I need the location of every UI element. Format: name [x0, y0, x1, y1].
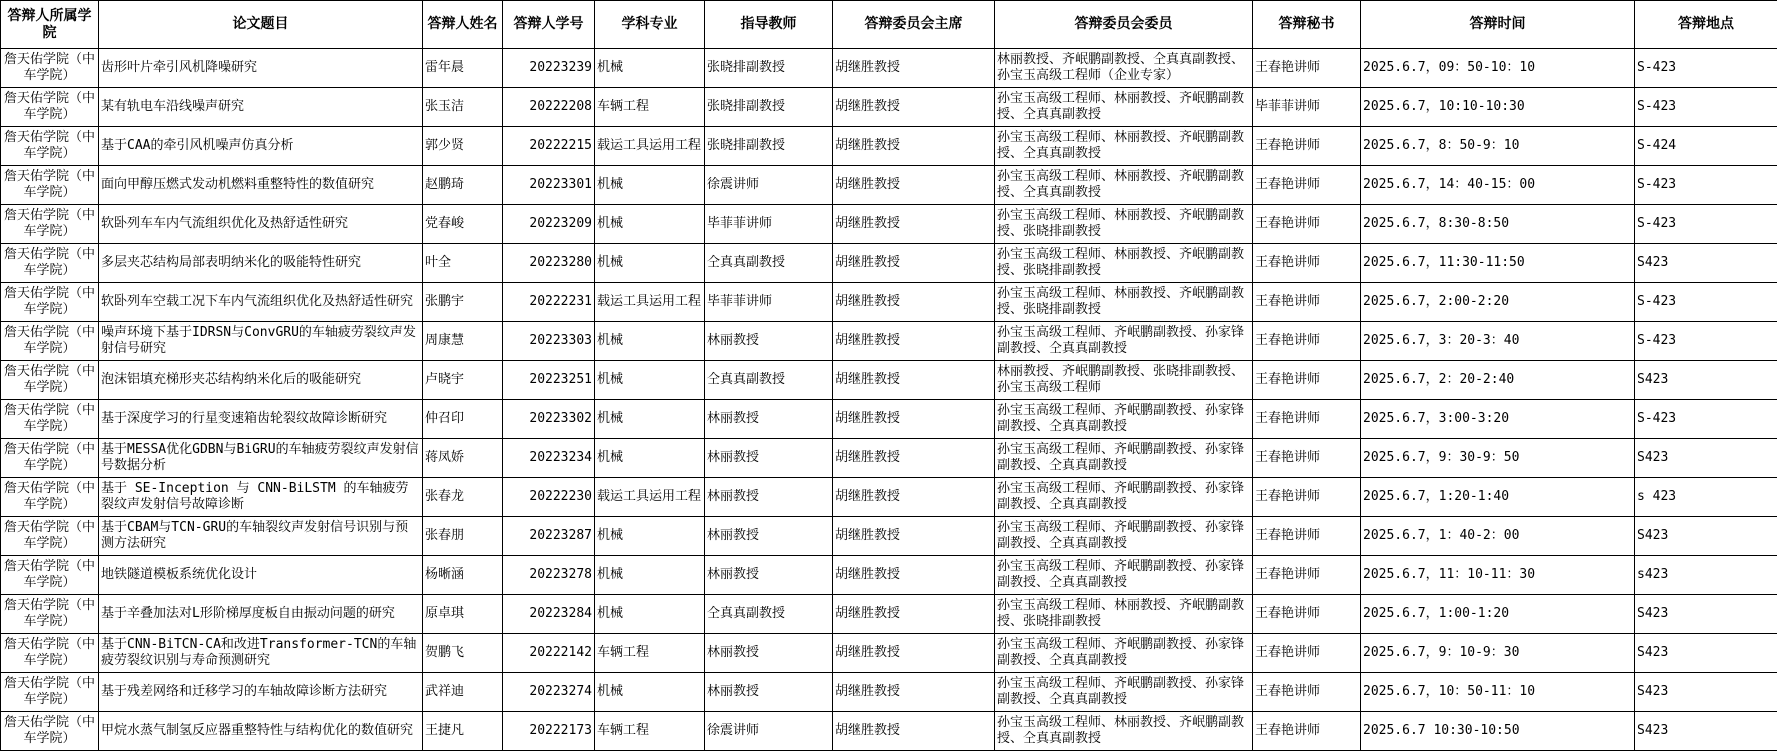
- defense-time-cell[interactable]: 2025.6.7，2：20-2:40: [1361, 361, 1635, 400]
- advisor-cell[interactable]: 林丽教授: [705, 634, 833, 673]
- student-name-cell[interactable]: 雷年晨: [423, 49, 503, 88]
- committee-members-cell[interactable]: 孙宝玉高级工程师、齐岷鹏副教授、孙家锋副教授、仝真真副教授: [995, 478, 1253, 517]
- major-cell[interactable]: 载运工具运用工程: [595, 283, 705, 322]
- chair-cell[interactable]: 胡继胜教授: [833, 712, 995, 751]
- student-id-cell[interactable]: 20223274: [503, 673, 595, 712]
- thesis-title-cell[interactable]: 噪声环境下基于IDRSN与ConvGRU的车轴疲劳裂纹声发射信号研究: [99, 322, 423, 361]
- student-name-cell[interactable]: 张玉洁: [423, 88, 503, 127]
- table-row[interactable]: [1, 673, 1777, 712]
- defense-time-cell[interactable]: 2025.6.7，8：50-9：10: [1361, 127, 1635, 166]
- student-id-cell[interactable]: 20223280: [503, 244, 595, 283]
- college-cell[interactable]: 詹天佑学院（中车学院）: [1, 361, 99, 400]
- column-header[interactable]: 答辩人所属学院: [1, 1, 99, 49]
- advisor-cell[interactable]: 仝真真副教授: [705, 244, 833, 283]
- thesis-title-cell[interactable]: 基于深度学习的行星变速箱齿轮裂纹故障诊断研究: [99, 400, 423, 439]
- thesis-title-cell[interactable]: 基于辛叠加法对L形阶梯厚度板自由振动问题的研究: [99, 595, 423, 634]
- chair-cell[interactable]: 胡继胜教授: [833, 88, 995, 127]
- advisor-cell[interactable]: 张晓排副教授: [705, 88, 833, 127]
- committee-members-cell[interactable]: 孙宝玉高级工程师、齐岷鹏副教授、孙家锋副教授、仝真真副教授: [995, 322, 1253, 361]
- thesis-title-cell[interactable]: 软卧列车车内气流组织优化及热舒适性研究: [99, 205, 423, 244]
- major-cell[interactable]: 机械: [595, 556, 705, 595]
- major-cell[interactable]: 车辆工程: [595, 712, 705, 751]
- student-name-cell[interactable]: 赵鹏琦: [423, 166, 503, 205]
- advisor-cell[interactable]: 仝真真副教授: [705, 595, 833, 634]
- defense-place-cell[interactable]: S-423: [1635, 283, 1777, 322]
- table-row[interactable]: [1, 556, 1777, 595]
- college-cell[interactable]: 詹天佑学院（中车学院）: [1, 439, 99, 478]
- column-header[interactable]: 答辩地点: [1635, 1, 1777, 49]
- advisor-cell[interactable]: 张晓排副教授: [705, 49, 833, 88]
- chair-cell[interactable]: 胡继胜教授: [833, 166, 995, 205]
- table-row[interactable]: [1, 361, 1777, 400]
- advisor-cell[interactable]: 张晓排副教授: [705, 127, 833, 166]
- table-row[interactable]: [1, 127, 1777, 166]
- committee-members-cell[interactable]: 孙宝玉高级工程师、林丽教授、齐岷鹏副教授、仝真真副教授: [995, 712, 1253, 751]
- student-id-cell[interactable]: 20223251: [503, 361, 595, 400]
- college-cell[interactable]: 詹天佑学院（中车学院）: [1, 283, 99, 322]
- committee-members-cell[interactable]: 林丽教授、齐岷鹏副教授、张晓排副教授、孙宝玉高级工程师: [995, 361, 1253, 400]
- table-row[interactable]: [1, 478, 1777, 517]
- student-name-cell[interactable]: 蒋凤娇: [423, 439, 503, 478]
- advisor-cell[interactable]: 仝真真副教授: [705, 361, 833, 400]
- advisor-cell[interactable]: 毕菲菲讲师: [705, 205, 833, 244]
- chair-cell[interactable]: 胡继胜教授: [833, 556, 995, 595]
- student-id-cell[interactable]: 20222142: [503, 634, 595, 673]
- secretary-cell[interactable]: 王春艳讲师: [1253, 712, 1361, 751]
- college-cell[interactable]: 詹天佑学院（中车学院）: [1, 127, 99, 166]
- major-cell[interactable]: 机械: [595, 517, 705, 556]
- advisor-cell[interactable]: 林丽教授: [705, 478, 833, 517]
- defense-time-cell[interactable]: 2025.6.7，10:10-10:30: [1361, 88, 1635, 127]
- student-name-cell[interactable]: 卢晓宇: [423, 361, 503, 400]
- committee-members-cell[interactable]: 孙宝玉高级工程师、林丽教授、齐岷鹏副教授、张晓排副教授: [995, 595, 1253, 634]
- student-id-cell[interactable]: 20223284: [503, 595, 595, 634]
- table-row[interactable]: [1, 322, 1777, 361]
- student-name-cell[interactable]: 杨晰涵: [423, 556, 503, 595]
- chair-cell[interactable]: 胡继胜教授: [833, 361, 995, 400]
- major-cell[interactable]: 机械: [595, 400, 705, 439]
- defense-place-cell[interactable]: s 423: [1635, 478, 1777, 517]
- defense-place-cell[interactable]: S-423: [1635, 400, 1777, 439]
- table-row[interactable]: [1, 712, 1777, 751]
- major-cell[interactable]: 机械: [595, 322, 705, 361]
- college-cell[interactable]: 詹天佑学院（中车学院）: [1, 244, 99, 283]
- table-row[interactable]: [1, 517, 1777, 556]
- defense-time-cell[interactable]: 2025.6.7，14：40-15：00: [1361, 166, 1635, 205]
- header-row: [1, 1, 1777, 49]
- chair-cell[interactable]: 胡继胜教授: [833, 595, 995, 634]
- major-cell[interactable]: 机械: [595, 361, 705, 400]
- defense-place-cell[interactable]: s423: [1635, 556, 1777, 595]
- defense-time-cell[interactable]: 2025.6.7，1:20-1:40: [1361, 478, 1635, 517]
- student-name-cell[interactable]: 党春峻: [423, 205, 503, 244]
- secretary-cell[interactable]: 王春艳讲师: [1253, 595, 1361, 634]
- committee-members-cell[interactable]: 孙宝玉高级工程师、林丽教授、齐岷鹏副教授、仝真真副教授: [995, 166, 1253, 205]
- column-header[interactable]: 答辩人学号: [503, 1, 595, 49]
- table-row[interactable]: [1, 283, 1777, 322]
- thesis-title-cell[interactable]: 基于MESSA优化GDBN与BiGRU的车轴疲劳裂纹声发射信号数据分析: [99, 439, 423, 478]
- defense-place-cell[interactable]: S423: [1635, 517, 1777, 556]
- table-row[interactable]: [1, 205, 1777, 244]
- major-cell[interactable]: 载运工具运用工程: [595, 478, 705, 517]
- student-name-cell[interactable]: 叶全: [423, 244, 503, 283]
- advisor-cell[interactable]: 林丽教授: [705, 322, 833, 361]
- college-cell[interactable]: 詹天佑学院（中车学院）: [1, 88, 99, 127]
- college-cell[interactable]: 詹天佑学院（中车学院）: [1, 712, 99, 751]
- thesis-title-cell[interactable]: 齿形叶片牵引风机降噪研究: [99, 49, 423, 88]
- chair-cell[interactable]: 胡继胜教授: [833, 49, 995, 88]
- thesis-title-cell[interactable]: 基于残差网络和迁移学习的车轴故障诊断方法研究: [99, 673, 423, 712]
- college-cell[interactable]: 詹天佑学院（中车学院）: [1, 205, 99, 244]
- chair-cell[interactable]: 胡继胜教授: [833, 244, 995, 283]
- major-cell[interactable]: 载运工具运用工程: [595, 127, 705, 166]
- defense-time-cell[interactable]: 2025.6.7 10:30-10:50: [1361, 712, 1635, 751]
- secretary-cell[interactable]: 王春艳讲师: [1253, 634, 1361, 673]
- secretary-cell[interactable]: 王春艳讲师: [1253, 556, 1361, 595]
- committee-members-cell[interactable]: 孙宝玉高级工程师、林丽教授、齐岷鹏副教授、张晓排副教授: [995, 283, 1253, 322]
- secretary-cell[interactable]: 王春艳讲师: [1253, 478, 1361, 517]
- advisor-cell[interactable]: 林丽教授: [705, 556, 833, 595]
- column-header[interactable]: 答辩人姓名: [423, 1, 503, 49]
- defense-place-cell[interactable]: S-423: [1635, 205, 1777, 244]
- major-cell[interactable]: 机械: [595, 205, 705, 244]
- defense-time-cell[interactable]: 2025.6.7，8:30-8:50: [1361, 205, 1635, 244]
- column-header[interactable]: 答辩秘书: [1253, 1, 1361, 49]
- secretary-cell[interactable]: 王春艳讲师: [1253, 205, 1361, 244]
- thesis-title-cell[interactable]: 基于CNN-BiTCN-CA和改进Transformer-TCN的车轴疲劳裂纹识别与寿命预测研究: [99, 634, 423, 673]
- student-name-cell[interactable]: 贺鹏飞: [423, 634, 503, 673]
- column-header[interactable]: 答辩时间: [1361, 1, 1635, 49]
- table-row[interactable]: [1, 439, 1777, 478]
- thesis-title-cell[interactable]: 基于 SE-Inception 与 CNN-BiLSTM 的车轴疲劳裂纹声发射信号故障诊断: [99, 478, 423, 517]
- thesis-title-cell[interactable]: 泡沫铝填充梯形夹芯结构纳米化后的吸能研究: [99, 361, 423, 400]
- student-id-cell[interactable]: 20222230: [503, 478, 595, 517]
- defense-time-cell[interactable]: 2025.6.7，2:00-2:20: [1361, 283, 1635, 322]
- student-id-cell[interactable]: 20222173: [503, 712, 595, 751]
- major-cell[interactable]: 车辆工程: [595, 634, 705, 673]
- defense-place-cell[interactable]: S-423: [1635, 49, 1777, 88]
- student-id-cell[interactable]: 20223278: [503, 556, 595, 595]
- secretary-cell[interactable]: 王春艳讲师: [1253, 244, 1361, 283]
- committee-members-cell[interactable]: 孙宝玉高级工程师、齐岷鹏副教授、孙家锋副教授、仝真真副教授: [995, 556, 1253, 595]
- thesis-title-cell[interactable]: 甲烷水蒸气制氢反应器重整特性与结构优化的数值研究: [99, 712, 423, 751]
- defense-place-cell[interactable]: S-424: [1635, 127, 1777, 166]
- student-name-cell[interactable]: 原卓琪: [423, 595, 503, 634]
- chair-cell[interactable]: 胡继胜教授: [833, 205, 995, 244]
- chair-cell[interactable]: 胡继胜教授: [833, 439, 995, 478]
- column-header[interactable]: 答辩委员会主席: [833, 1, 995, 49]
- defense-place-cell[interactable]: S423: [1635, 712, 1777, 751]
- secretary-cell[interactable]: 王春艳讲师: [1253, 127, 1361, 166]
- student-id-cell[interactable]: 20222215: [503, 127, 595, 166]
- defense-place-cell[interactable]: S-423: [1635, 88, 1777, 127]
- table-row[interactable]: [1, 595, 1777, 634]
- defense-time-cell[interactable]: 2025.6.7，3：20-3：40: [1361, 322, 1635, 361]
- chair-cell[interactable]: 胡继胜教授: [833, 634, 995, 673]
- chair-cell[interactable]: 胡继胜教授: [833, 127, 995, 166]
- committee-members-cell[interactable]: 孙宝玉高级工程师、齐岷鹏副教授、孙家锋副教授、仝真真副教授: [995, 400, 1253, 439]
- defense-time-cell[interactable]: 2025.6.7，10：50-11：10: [1361, 673, 1635, 712]
- college-cell[interactable]: 詹天佑学院（中车学院）: [1, 517, 99, 556]
- college-cell[interactable]: 詹天佑学院（中车学院）: [1, 49, 99, 88]
- secretary-cell[interactable]: 王春艳讲师: [1253, 673, 1361, 712]
- table-row[interactable]: [1, 49, 1777, 88]
- advisor-cell[interactable]: 徐震讲师: [705, 712, 833, 751]
- secretary-cell[interactable]: 王春艳讲师: [1253, 400, 1361, 439]
- defense-time-cell[interactable]: 2025.6.7，1：40-2：00: [1361, 517, 1635, 556]
- secretary-cell[interactable]: 王春艳讲师: [1253, 283, 1361, 322]
- student-id-cell[interactable]: 20223287: [503, 517, 595, 556]
- student-id-cell[interactable]: 20222208: [503, 88, 595, 127]
- chair-cell[interactable]: 胡继胜教授: [833, 673, 995, 712]
- table-row[interactable]: [1, 244, 1777, 283]
- thesis-title-cell[interactable]: 基于CAA的牵引风机噪声仿真分析: [99, 127, 423, 166]
- major-cell[interactable]: 机械: [595, 595, 705, 634]
- student-id-cell[interactable]: 20223302: [503, 400, 595, 439]
- advisor-cell[interactable]: 徐震讲师: [705, 166, 833, 205]
- student-name-cell[interactable]: 王捷凡: [423, 712, 503, 751]
- table-row[interactable]: [1, 634, 1777, 673]
- secretary-cell[interactable]: 王春艳讲师: [1253, 517, 1361, 556]
- college-cell[interactable]: 詹天佑学院（中车学院）: [1, 634, 99, 673]
- chair-cell[interactable]: 胡继胜教授: [833, 400, 995, 439]
- defense-place-cell[interactable]: S423: [1635, 244, 1777, 283]
- table-row[interactable]: [1, 88, 1777, 127]
- student-id-cell[interactable]: 20223301: [503, 166, 595, 205]
- committee-members-cell[interactable]: 林丽教授、齐岷鹏副教授、仝真真副教授、孙宝玉高级工程师（企业专家）: [995, 49, 1253, 88]
- thesis-title-cell[interactable]: 基于CBAM与TCN-GRU的车轴裂纹声发射信号识别与预测方法研究: [99, 517, 423, 556]
- major-cell[interactable]: 机械: [595, 244, 705, 283]
- defense-place-cell[interactable]: S423: [1635, 673, 1777, 712]
- chair-cell[interactable]: 胡继胜教授: [833, 283, 995, 322]
- table-body: [1, 49, 1777, 751]
- student-name-cell[interactable]: 仲召印: [423, 400, 503, 439]
- student-name-cell[interactable]: 周康慧: [423, 322, 503, 361]
- defense-place-cell[interactable]: S423: [1635, 439, 1777, 478]
- college-cell[interactable]: 詹天佑学院（中车学院）: [1, 595, 99, 634]
- defense-place-cell[interactable]: S423: [1635, 634, 1777, 673]
- secretary-cell[interactable]: 毕菲菲讲师: [1253, 88, 1361, 127]
- chair-cell[interactable]: 胡继胜教授: [833, 517, 995, 556]
- secretary-cell[interactable]: 王春艳讲师: [1253, 322, 1361, 361]
- committee-members-cell[interactable]: 孙宝玉高级工程师、林丽教授、齐岷鹏副教授、仝真真副教授: [995, 88, 1253, 127]
- college-cell[interactable]: 詹天佑学院（中车学院）: [1, 166, 99, 205]
- advisor-cell[interactable]: 毕菲菲讲师: [705, 283, 833, 322]
- defense-time-cell[interactable]: 2025.6.7，09：50-10：10: [1361, 49, 1635, 88]
- major-cell[interactable]: 机械: [595, 166, 705, 205]
- committee-members-cell[interactable]: 孙宝玉高级工程师、齐岷鹏副教授、孙家锋副教授、仝真真副教授: [995, 439, 1253, 478]
- major-cell[interactable]: 机械: [595, 673, 705, 712]
- defense-time-cell[interactable]: 2025.6.7，3:00-3:20: [1361, 400, 1635, 439]
- defense-place-cell[interactable]: S-423: [1635, 322, 1777, 361]
- defense-place-cell[interactable]: S423: [1635, 595, 1777, 634]
- student-name-cell[interactable]: 武祥迪: [423, 673, 503, 712]
- student-id-cell[interactable]: 20222231: [503, 283, 595, 322]
- committee-members-cell[interactable]: 孙宝玉高级工程师、齐岷鹏副教授、孙家锋副教授、仝真真副教授: [995, 517, 1253, 556]
- advisor-cell[interactable]: 林丽教授: [705, 673, 833, 712]
- student-id-cell[interactable]: 20223209: [503, 205, 595, 244]
- column-header[interactable]: 学科专业: [595, 1, 705, 49]
- column-header[interactable]: 指导教师: [705, 1, 833, 49]
- student-id-cell[interactable]: 20223303: [503, 322, 595, 361]
- thesis-title-cell[interactable]: 地铁隧道模板系统优化设计: [99, 556, 423, 595]
- committee-members-cell[interactable]: 孙宝玉高级工程师、林丽教授、齐岷鹏副教授、张晓排副教授: [995, 244, 1253, 283]
- thesis-title-cell[interactable]: 某有轨电车沿线噪声研究: [99, 88, 423, 127]
- secretary-cell[interactable]: 王春艳讲师: [1253, 361, 1361, 400]
- committee-members-cell[interactable]: 孙宝玉高级工程师、齐岷鹏副教授、孙家锋副教授、仝真真副教授: [995, 673, 1253, 712]
- column-header[interactable]: 论文题目: [99, 1, 423, 49]
- advisor-cell[interactable]: 林丽教授: [705, 439, 833, 478]
- advisor-cell[interactable]: 林丽教授: [705, 517, 833, 556]
- defense-place-cell[interactable]: S-423: [1635, 166, 1777, 205]
- secretary-cell[interactable]: 王春艳讲师: [1253, 49, 1361, 88]
- student-name-cell[interactable]: 郭少贤: [423, 127, 503, 166]
- defense-time-cell[interactable]: 2025.6.7，9：10-9：30: [1361, 634, 1635, 673]
- defense-time-cell[interactable]: 2025.6.7，9：30-9：50: [1361, 439, 1635, 478]
- college-cell[interactable]: 詹天佑学院（中车学院）: [1, 400, 99, 439]
- defense-place-cell[interactable]: S423: [1635, 361, 1777, 400]
- student-name-cell[interactable]: 张春朋: [423, 517, 503, 556]
- major-cell[interactable]: 车辆工程: [595, 88, 705, 127]
- student-id-cell[interactable]: 20223239: [503, 49, 595, 88]
- defense-time-cell[interactable]: 2025.6.7，11:30-11:50: [1361, 244, 1635, 283]
- defense-time-cell[interactable]: 2025.6.7，1:00-1:20: [1361, 595, 1635, 634]
- student-name-cell[interactable]: 张鹏宇: [423, 283, 503, 322]
- secretary-cell[interactable]: 王春艳讲师: [1253, 166, 1361, 205]
- secretary-cell[interactable]: 王春艳讲师: [1253, 439, 1361, 478]
- student-id-cell[interactable]: 20223234: [503, 439, 595, 478]
- committee-members-cell[interactable]: 孙宝玉高级工程师、齐岷鹏副教授、孙家锋副教授、仝真真副教授: [995, 634, 1253, 673]
- chair-cell[interactable]: 胡继胜教授: [833, 478, 995, 517]
- column-header[interactable]: 答辩委员会委员: [995, 1, 1253, 49]
- committee-members-cell[interactable]: 孙宝玉高级工程师、林丽教授、齐岷鹏副教授、仝真真副教授: [995, 127, 1253, 166]
- college-cell[interactable]: 詹天佑学院（中车学院）: [1, 556, 99, 595]
- major-cell[interactable]: 机械: [595, 439, 705, 478]
- thesis-title-cell[interactable]: 面向甲醇压燃式发动机燃料重整特性的数值研究: [99, 166, 423, 205]
- college-cell[interactable]: 詹天佑学院（中车学院）: [1, 322, 99, 361]
- college-cell[interactable]: 詹天佑学院（中车学院）: [1, 673, 99, 712]
- college-cell[interactable]: 詹天佑学院（中车学院）: [1, 478, 99, 517]
- defense-time-cell[interactable]: 2025.6.7，11：10-11：30: [1361, 556, 1635, 595]
- thesis-title-cell[interactable]: 多层夹芯结构局部表明纳米化的吸能特性研究: [99, 244, 423, 283]
- chair-cell[interactable]: 胡继胜教授: [833, 322, 995, 361]
- committee-members-cell[interactable]: 孙宝玉高级工程师、林丽教授、齐岷鹏副教授、张晓排副教授: [995, 205, 1253, 244]
- table-row[interactable]: [1, 400, 1777, 439]
- major-cell[interactable]: 机械: [595, 49, 705, 88]
- advisor-cell[interactable]: 林丽教授: [705, 400, 833, 439]
- thesis-title-cell[interactable]: 软卧列车空载工况下车内气流组织优化及热舒适性研究: [99, 283, 423, 322]
- table-row[interactable]: [1, 166, 1777, 205]
- student-name-cell[interactable]: 张春龙: [423, 478, 503, 517]
